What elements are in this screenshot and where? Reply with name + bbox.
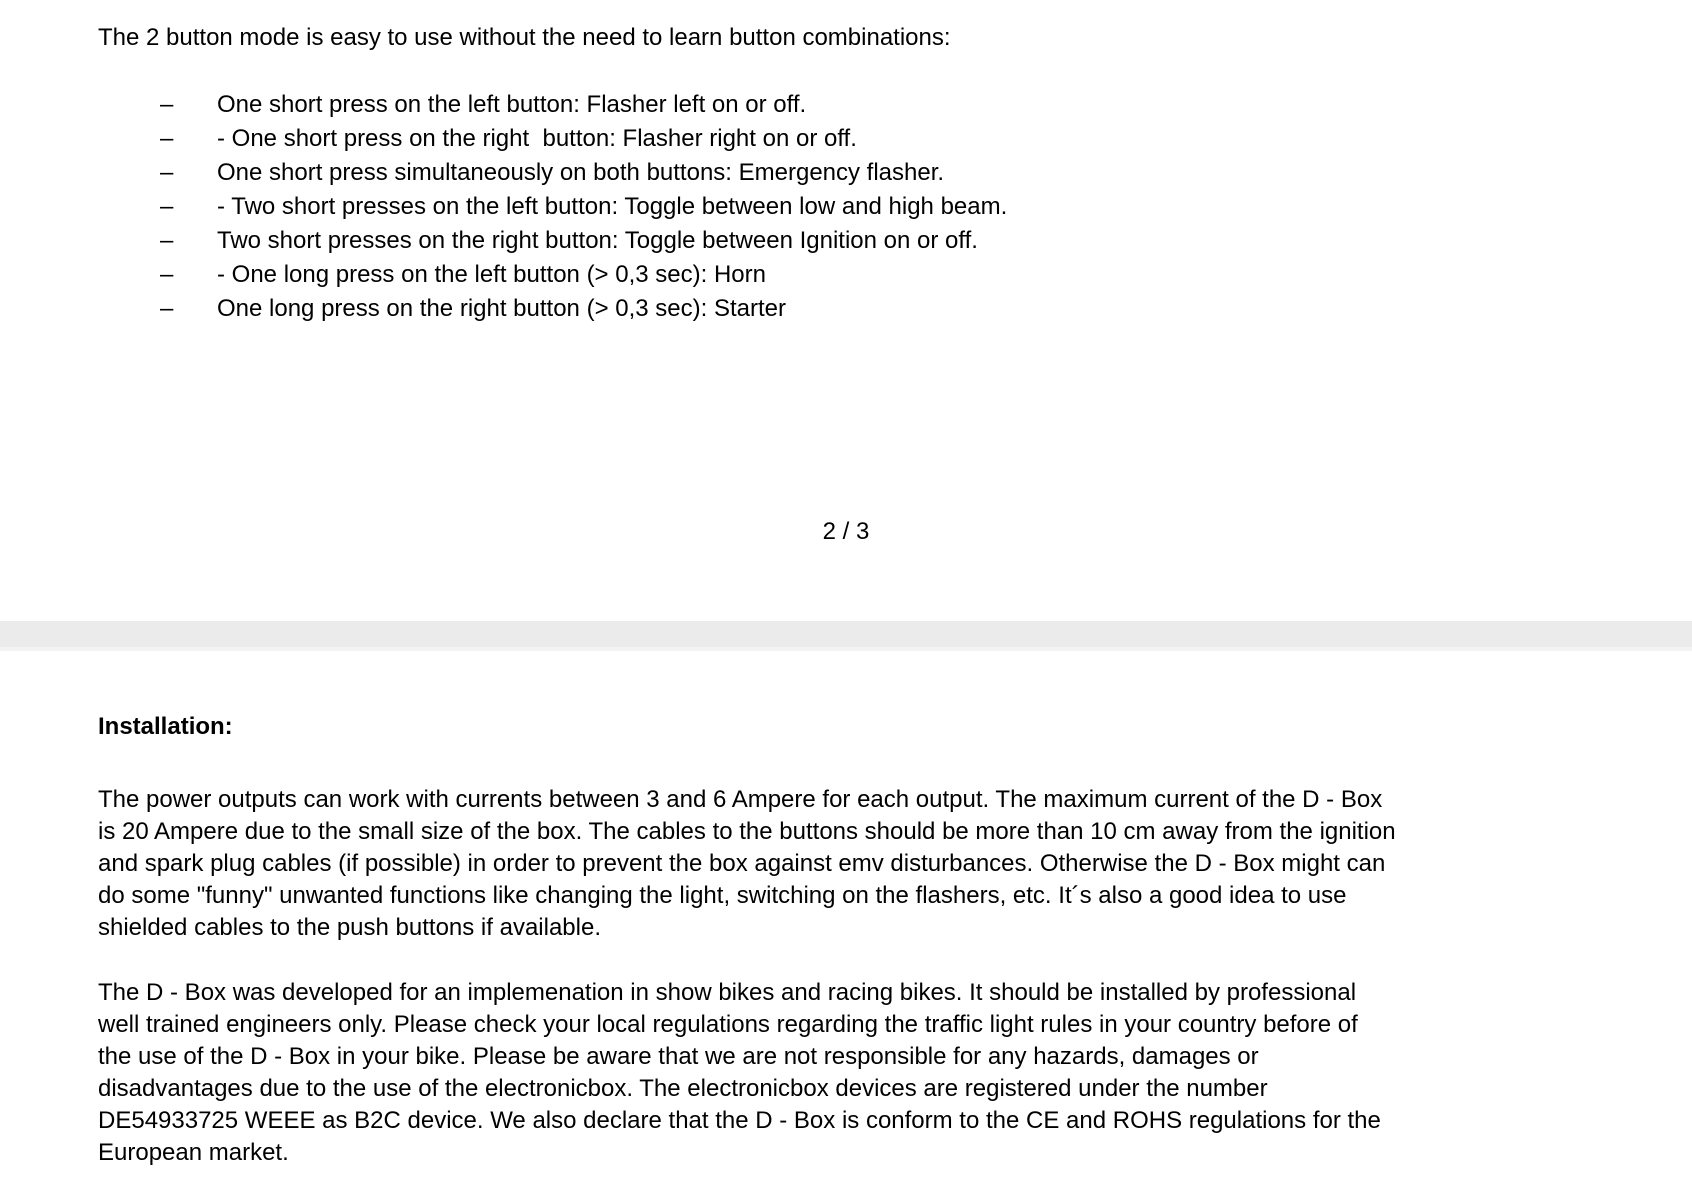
page-3	[0, 651, 1692, 1196]
dash-bullet: –	[160, 159, 174, 186]
page-number: 2 / 3	[822, 518, 870, 545]
bullet-text: - One short press on the right button: Flasher right on or off.	[217, 125, 857, 152]
paragraph-line: disadvantages due to the use of the electronicbox. The electronicbox devices are registered under the number	[98, 1075, 1268, 1102]
button-mode-list	[0, 88, 1692, 326]
paragraph-line: well trained engineers only. Please check your local regulations regarding the traffic light rules in your country before of	[98, 1011, 1358, 1038]
paragraph-line: is 20 Ampere due to the small size of the box. The cables to the buttons should be more than 10 cm away from the ignition	[98, 818, 1396, 845]
paragraph-line: European market.	[98, 1139, 289, 1166]
paragraph-line: do some "funny" unwanted functions like changing the light, switching on the flashers, etc. It´s also a good idea to use	[98, 882, 1347, 909]
dash-bullet: –	[160, 295, 174, 322]
bullet-item	[0, 156, 1692, 190]
bullet-item	[0, 122, 1692, 156]
dash-bullet: –	[160, 125, 174, 152]
bullet-item	[0, 224, 1692, 258]
page-separator	[0, 621, 1692, 647]
intro-text: The 2 button mode is easy to use without the need to learn button combinations:	[98, 24, 951, 51]
dash-bullet: –	[160, 193, 174, 220]
installation-heading: Installation:	[98, 713, 233, 740]
bullet-text: One long press on the right button (> 0,3 sec): Starter	[217, 295, 786, 322]
bullet-text: Two short presses on the right button: Toggle between Ignition on or off.	[217, 227, 978, 254]
dash-bullet: –	[160, 261, 174, 288]
paragraph-line: the use of the D - Box in your bike. Please be aware that we are not responsible for any hazards, damages or	[98, 1043, 1259, 1070]
bullet-text: One short press on the left button: Flasher left on or off.	[217, 91, 807, 118]
bullet-text: - One long press on the left button (> 0,3 sec): Horn	[217, 261, 766, 288]
paragraph-line: and spark plug cables (if possible) in order to prevent the box against emv disturbances. Otherwise the D - Box might can	[98, 850, 1386, 877]
bullet-item	[0, 190, 1692, 224]
installation-paragraph-1	[98, 784, 1396, 944]
bullet-text: One short press simultaneously on both buttons: Emergency flasher.	[217, 159, 945, 186]
paragraph-line: DE54933725 WEEE as B2C device. We also declare that the D - Box is conform to the CE and ROHS regulations for the	[98, 1107, 1381, 1134]
bullet-text: - Two short presses on the left button: Toggle between low and high beam.	[217, 193, 1008, 220]
bullet-item	[0, 292, 1692, 326]
dash-bullet: –	[160, 91, 174, 118]
bullet-item	[0, 258, 1692, 292]
paragraph-line: The D - Box was developed for an implemenation in show bikes and racing bikes. It should be installed by professional	[98, 979, 1357, 1006]
paragraph-line: The power outputs can work with currents between 3 and 6 Ampere for each output. The maximum current of the D - Box	[98, 786, 1383, 813]
dash-bullet: –	[160, 227, 174, 254]
installation-paragraph-2	[98, 977, 1381, 1169]
paragraph-line: shielded cables to the push buttons if available.	[98, 914, 602, 941]
bullet-item	[0, 88, 1692, 122]
